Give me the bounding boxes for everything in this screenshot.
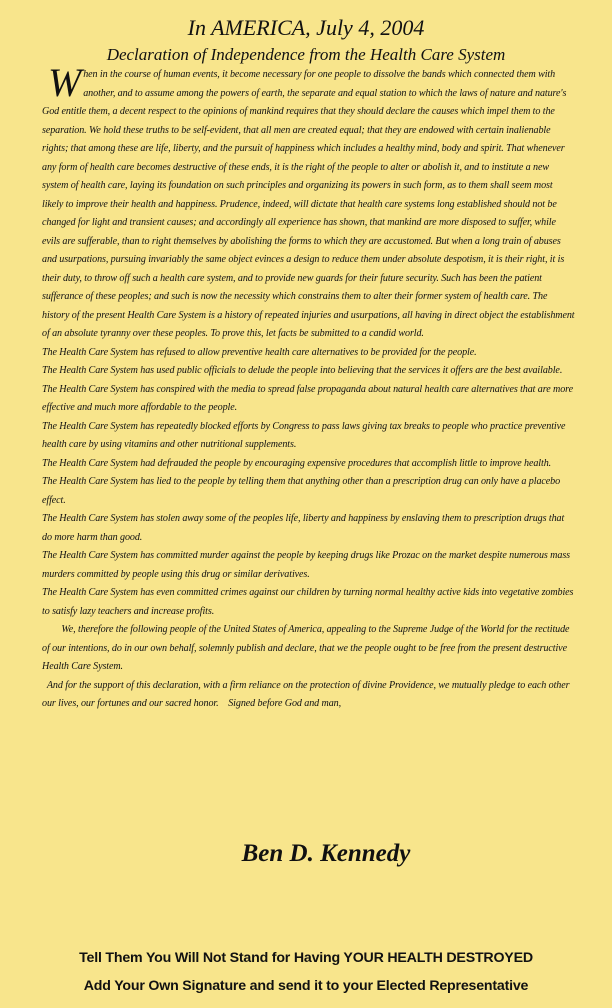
signature: Ben D. Kennedy [241,840,411,867]
drop-cap: W [48,60,82,105]
grievance-8: The Health Care System has committed murder against the people by keeping drugs like Prozac on the market despite numerous mass murders committed by people using this drug or similar derivatives. [42,550,570,580]
grievance-5: The Health Care System had defrauded the people by encouraging expensive procedures that accomplish little to improve health. [42,457,552,469]
grievance-3: The Health Care System has conspired with the media to spread false propaganda about natural health care alternatives that are more effective and much more affordable to the people. [42,383,573,413]
grievance-6: The Health Care System has lied to the people by telling them that anything other than a prescription drug can only have a placebo effect. [42,476,561,506]
grievance-4: The Health Care System has repeatedly blocked efforts by Congress to pass laws giving tax breaks to people who practice preventive health care by using vitamins and other nutritional supplements. [42,420,566,450]
opening-paragraph-text: hen in the course of human events, it become necessary for one people to dissolve the bands which connected them with another, and to assume among the powers of earth, the separate and equal station to which the laws of nature and nature's God entitle them, a decent respect to the opinions of mankind requires that they should declare the causes which impel them to the separation. We hold these truths to be self-evident, that all men are created equal; that they are endowed with certain inalienable rights; that among these are life, liberty, and the pursuit of happiness which includes a healthy mind, body and spirit. That whenever any form of health care becomes destructive of these ends, it is the right of the people to alter or abolish it, and to institute a new system of health care, laying its foundation on such principles and organizing its powers in such form, as to them shall seem most likely to improve their health and happiness. Prudence, indeed, will dictate that health care systems long established should not be changed for light and transient causes; and accordingly all experience has shown, that mankind are more disposed to suffer, while evils are sufferable, than to right themselves by abolishing the forms to which they are accustomed. But when a long train of abuses and usurpations, pursuing invariably the same object evinces a design to reduce them under absolute despotism, it is their right, it is their duty, to throw off such a health care system, and to provide new guards for their future security. Such has been the patient sufferance of these peoples; and such is now the necessity which constrains them to alter their former system of health care. The history of the present Health Care System is a history of repeated injuries and usurpations, all having in direct object the establishment of an absolute tyranny over these peoples. To prove this, let facts be submitted to a candid world. [42,69,575,339]
call-to-action-line-1: Tell Them You Will Not Stand for Having YOUR HEALTH DESTROYED [79,950,533,966]
opening-paragraph [42,60,575,344]
call-to-action-line-2: Add Your Own Signature and send it to your Elected Representative [83,978,529,994]
page-title: In AMERICA, July 4, 2004 [187,15,425,40]
grievance-1: The Health Care System has refused to allow preventive health care alternatives to be provided for the people. [42,346,477,358]
grievance-2: The Health Care System has used public officials to delude the people into believing that the services it offers are the best available. [42,365,563,376]
declaration-paragraph: We, therefore the following people of the United States of America, appealing to the Supreme Judge of the World for the rectitude of our intentions, do in our own behalf, solemnly publish and declare, that we the people ought to be free from the present destructive Health Care System. [42,624,572,672]
grievance-9: The Health Care System has even committed crimes against our children by turning normal healthy active kids into vegetative zombies to satisfy lazy teachers and increase profits. [42,587,574,617]
declaration-body [42,60,575,714]
grievance-7: The Health Care System has stolen away some of the peoples life, liberty and happiness by enslaving them to prescription drugs that do more harm than good. [42,513,565,543]
pledge-paragraph: And for the support of this declaration, with a firm reliance on the protection of divine Providence, we mutually pledge to each other our lives, our fortunes and our sacred honor. Signed before God and man, [42,679,572,709]
document-subtitle: Declaration of Independence from the Health Care System [106,45,506,64]
